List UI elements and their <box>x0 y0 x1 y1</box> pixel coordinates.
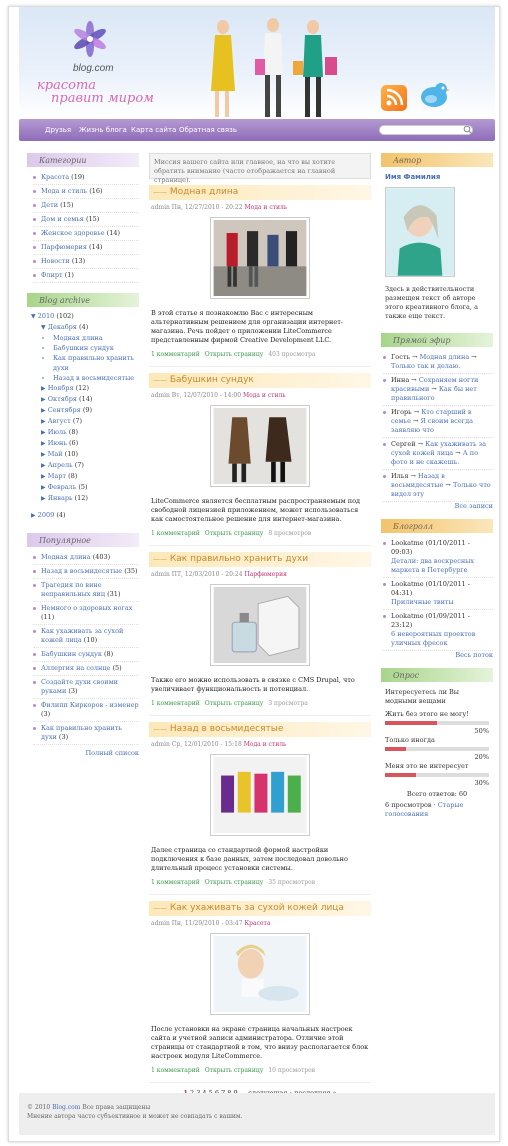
archive-month <box>41 427 139 438</box>
blogroll-title: Блогролл <box>381 519 493 533</box>
live-post-link[interactable]: Модная длина <box>419 353 470 361</box>
category-count: (13) <box>71 257 86 265</box>
popular-count: (10) <box>83 636 98 644</box>
archive-count: (6) <box>68 439 79 447</box>
archive-year <box>31 510 139 521</box>
title-dash-icon: —— <box>153 555 167 563</box>
arrow-icon: → <box>443 481 453 489</box>
live-author: Гость <box>391 353 410 361</box>
live-author: Сергей <box>391 440 416 448</box>
archive-month <box>41 493 139 504</box>
author-title: Автор <box>381 153 493 167</box>
open-page-link[interactable]: Открыть страницу <box>204 351 264 358</box>
live-item <box>383 351 493 374</box>
expand-right-icon[interactable]: ▶ <box>41 473 46 480</box>
popular-link[interactable]: Бабушкин сундук <box>41 650 102 658</box>
archive-count: (7) <box>72 417 83 425</box>
poll-bar-fill <box>385 747 406 751</box>
post-text: После установки на экране страница начальных настроек сайта и учетной записи администратора. Отличие этой страницы от стандартной в том, что внизу располагается блок настроек модуля LiteCommerce. <box>151 1025 369 1060</box>
post-title-link[interactable]: Назад в восьмидесятые <box>169 724 284 734</box>
category-item <box>33 241 139 255</box>
archive-count: (8) <box>68 428 78 436</box>
category-item <box>33 185 139 199</box>
expand-right-icon[interactable]: ▶ <box>41 440 46 447</box>
arrow-icon: → <box>409 376 419 384</box>
live-comment-link[interactable]: Как бы нет правильного <box>391 385 477 402</box>
mission-notice: Миссия вашего сайта или главное, на что вы хотите обратить внимание (часто отображается на главной странице). <box>149 153 371 179</box>
archive-post-link[interactable]: Назад в восьмидесятые <box>53 374 135 382</box>
live-author: Инна <box>391 376 410 384</box>
arrow-icon: → <box>408 472 419 480</box>
expand-right-icon[interactable]: ▶ <box>41 462 46 469</box>
archive-month-link[interactable]: Июль <box>47 428 67 436</box>
expand-down-icon[interactable]: ▼ <box>31 313 36 320</box>
left-sidebar <box>27 153 139 758</box>
category-item <box>33 269 139 283</box>
archive-post <box>53 353 139 373</box>
archive-year-link[interactable]: 2009 <box>37 511 55 519</box>
archive-month <box>41 405 139 416</box>
post-links <box>149 524 371 546</box>
post-text: Далее страница со стандартной формой настройки подключения к базе данных, затем последовал довольно длительный процесс установки системы. <box>151 846 348 872</box>
rss-icon[interactable] <box>381 85 407 111</box>
blogroll-item <box>383 537 493 578</box>
live-author: Игорь <box>391 408 412 416</box>
expand-right-icon[interactable]: ▶ <box>41 451 46 458</box>
post-links <box>149 345 371 367</box>
arrow-icon: → <box>410 417 421 425</box>
popular-item <box>33 648 139 662</box>
popular-link[interactable]: Немного о здоровых ногах <box>41 604 133 612</box>
category-link[interactable]: Парфюмерия <box>41 243 87 251</box>
footer-copyright: © 2010 <box>27 1104 51 1111</box>
archive-year-link[interactable]: 2010 <box>37 312 55 320</box>
popular-count: (35) <box>124 567 138 575</box>
category-link[interactable]: Флирт <box>41 271 63 279</box>
archive-count: (102) <box>56 312 74 320</box>
popular-item <box>33 625 139 648</box>
post-tag-link[interactable]: Мода и стиль <box>243 741 287 748</box>
expand-right-icon[interactable]: ▶ <box>41 407 46 414</box>
post-text: Также его можно использовать в связке с CMS Drupal, что увеличивает функциональность и потенциал. <box>151 676 355 693</box>
popular-item <box>33 565 139 579</box>
poll-percent: 30% <box>474 779 489 787</box>
views-count: 10 просмотров <box>268 1067 316 1074</box>
slogan-line-1: красота <box>37 78 97 93</box>
archive-month <box>41 471 139 482</box>
archive-month-link[interactable]: Февраль <box>47 483 77 491</box>
archive-month <box>41 438 139 449</box>
main-content <box>149 153 371 1097</box>
live-item <box>383 438 493 470</box>
categories-list <box>27 171 139 283</box>
category-count: (16) <box>89 187 103 195</box>
comments-link[interactable]: 1 комментарий <box>151 530 200 537</box>
popular-list <box>27 551 139 745</box>
category-count: (15) <box>60 201 74 209</box>
live-item <box>383 470 493 502</box>
categories-title: Категории <box>27 153 139 167</box>
poll-percent: 50% <box>474 727 489 735</box>
archive-count: (12) <box>75 384 89 392</box>
archive-month <box>41 482 139 493</box>
popular-count: (403) <box>92 553 111 561</box>
footer-note: Мнение автора часто субъективное и может не совпадать с вашим. <box>27 1113 243 1120</box>
post-title-bar <box>149 552 371 567</box>
archive-post-link[interactable]: Модная длина <box>53 334 103 342</box>
live-comment-link[interactable]: А по фото и не скажешь. <box>391 449 478 466</box>
post-meta <box>149 388 371 403</box>
live-author: Илья <box>391 472 409 480</box>
category-link[interactable]: Дом и семья <box>41 215 84 223</box>
live-comment-link[interactable]: Я своим всегда заявляю что <box>391 417 473 434</box>
archive-month-link[interactable]: Октября <box>47 395 77 403</box>
expand-right-icon[interactable]: ▶ <box>41 418 46 425</box>
blogroll-item <box>383 578 493 610</box>
archive-post <box>53 343 139 353</box>
popular-count: (3) <box>41 710 51 718</box>
author-name[interactable]: Имя Фамилия <box>385 173 441 181</box>
slogan <box>37 79 154 105</box>
live-comment-link[interactable]: Только что видел эту <box>391 481 491 498</box>
popular-link[interactable]: Создайте духи своими руками <box>41 678 118 695</box>
right-sidebar <box>381 153 493 821</box>
post-title-bar <box>149 722 371 737</box>
title-dash-icon: —— <box>153 904 167 912</box>
popular-link[interactable]: Трагедия по вине неправильных яиц <box>41 581 106 598</box>
blogroll-link[interactable]: 6 невероятных проектов уличных фресок <box>391 630 476 647</box>
post-meta <box>149 567 371 582</box>
live-list <box>381 351 493 502</box>
archive-month <box>41 322 139 383</box>
popular-link[interactable]: Аллергия на солнце <box>41 664 111 672</box>
flower-logo-icon <box>73 21 107 59</box>
popular-item <box>33 551 139 565</box>
popular-link[interactable]: Назад в восьмидесятые <box>41 567 123 575</box>
archive-count: (4) <box>56 511 66 519</box>
archive-count: (14) <box>79 395 93 403</box>
category-link[interactable]: Красота <box>41 173 70 181</box>
category-count: (14) <box>106 229 121 237</box>
expand-right-icon[interactable]: ▶ <box>41 396 46 403</box>
popular-item <box>33 699 139 722</box>
archive-post <box>53 373 139 383</box>
post-links <box>149 694 371 716</box>
comments-link[interactable]: 1 комментарий <box>151 351 200 358</box>
header <box>19 7 495 119</box>
poll-percent: 20% <box>474 753 489 761</box>
category-item <box>33 255 139 269</box>
poll-bar-fill <box>385 773 416 777</box>
category-count: (14) <box>89 243 103 251</box>
live-comment-link[interactable]: Только так и делаю. <box>391 362 461 370</box>
category-count: (19) <box>71 173 85 181</box>
open-page-link[interactable]: Открыть страницу <box>204 700 264 707</box>
post-tag-link[interactable]: Мода и стиль <box>244 204 288 211</box>
archive-post-link[interactable]: Бабушкин сундук <box>53 344 114 352</box>
comments-link[interactable]: 1 комментарий <box>151 879 200 886</box>
archive-count: (8) <box>68 472 78 480</box>
poll-bar <box>385 747 489 751</box>
post-image[interactable] <box>210 405 310 487</box>
poll-question: Интересуетесь ли Вы модными вещами <box>385 688 459 705</box>
poll: Интересуетесь ли Вы модными вещами Жить без этого не могу! 50% Только иногда 20% Меня это не интересует 30% Всего ответов: 60 6 просмотров · Старые голосования <box>385 688 489 818</box>
popular-count: (5) <box>112 664 122 672</box>
archive-month-link[interactable]: Апрель <box>47 461 73 469</box>
poll-option-label: Только иногда <box>385 736 435 744</box>
archive-month <box>41 394 139 405</box>
popular-link[interactable]: Как ухаживать за сухой кожей лица <box>41 627 124 644</box>
post-title-link[interactable]: Бабушкин сундук <box>169 375 254 385</box>
popular-count: (3) <box>58 733 69 741</box>
main-nav <box>19 119 495 141</box>
post-title-link[interactable]: Как правильно хранить духи <box>169 554 309 564</box>
expand-right-icon[interactable]: ▶ <box>31 512 36 519</box>
blogroll-source: Lookatme (01/10/2011 - 04:31) <box>391 580 470 597</box>
post <box>149 552 371 716</box>
arrow-icon: → <box>411 408 422 416</box>
popular-count: (31) <box>107 590 121 598</box>
poll-title: Опрос <box>381 668 493 682</box>
category-count: (15) <box>85 215 100 223</box>
archive-post <box>53 333 139 343</box>
category-item <box>33 213 139 227</box>
comments-link[interactable]: 1 комментарий <box>151 700 200 707</box>
arrow-icon: → <box>429 385 439 393</box>
category-link[interactable]: Новости <box>41 257 70 265</box>
footer-rights: Все права защищены <box>82 1104 151 1111</box>
post-links <box>149 873 371 895</box>
archive-count: (4) <box>79 323 89 331</box>
archive-count: (5) <box>78 483 88 491</box>
post-date: admin Вт, 12/07/2010 - 14:00 <box>151 392 242 399</box>
poll-bar <box>385 773 489 777</box>
poll-total: Всего ответов: 60 <box>406 790 468 798</box>
archive-month-link[interactable]: Март <box>47 472 66 480</box>
archive-year <box>31 311 139 504</box>
open-page-link[interactable]: Открыть страницу <box>204 1067 264 1074</box>
footer <box>19 1093 495 1135</box>
poll-bar-fill <box>385 721 437 725</box>
popular-title: Популярное <box>27 533 139 547</box>
archive-count: (12) <box>74 494 88 502</box>
archive-month-link[interactable]: Декабря <box>47 323 77 331</box>
post-image[interactable] <box>210 217 310 299</box>
post-title-link[interactable]: Модная длина <box>169 187 239 197</box>
category-link[interactable]: Мода и стиль <box>41 187 88 195</box>
arrow-icon: → <box>469 353 477 361</box>
popular-count: (8) <box>104 650 114 658</box>
post-date: admin ПТ, 12/03/2010 - 20:24 <box>151 571 243 578</box>
blogroll-list <box>381 537 493 651</box>
post <box>149 722 371 895</box>
post-text: В этой статье я познакомлю Вас с интересным альтернативным решением для организации интернет-магазина. Речь пойдет о приложении LiteCommerce представленным фирмой Creative Development LLC. <box>151 309 343 344</box>
archive-month <box>41 449 139 460</box>
post-title-bar <box>149 185 371 200</box>
arrow-icon: → <box>453 449 463 457</box>
blogroll-source: Lookatme (01/09/2011 - 23:12) <box>391 612 470 629</box>
archive-title: Blog archive <box>27 293 139 307</box>
popular-item <box>33 662 139 676</box>
search-input[interactable] <box>379 125 473 135</box>
arrow-icon: → <box>410 353 420 361</box>
nav-blog-life[interactable]: Жизнь блога <box>79 126 127 134</box>
post-tag-link[interactable]: Мода и стиль <box>242 392 286 399</box>
title-dash-icon: —— <box>153 376 167 384</box>
popular-count: (11) <box>41 613 55 621</box>
archive-month <box>41 416 139 427</box>
live-all-link[interactable]: Все записи <box>454 502 493 510</box>
open-page-link[interactable]: Открыть страницу <box>204 530 264 537</box>
logo-text[interactable]: blog.com <box>73 63 114 74</box>
archive-tree <box>27 311 139 521</box>
footer-site-link[interactable]: Blog.com <box>52 1104 81 1111</box>
poll-archive-link[interactable]: Старые голосования <box>385 801 464 818</box>
post-tag-link[interactable]: Парфюмерия <box>244 571 287 578</box>
archive-month <box>41 460 139 471</box>
nav-sitemap[interactable]: Карта сайта <box>131 126 177 134</box>
post-title-bar <box>149 373 371 388</box>
post-meta <box>149 200 371 215</box>
live-title: Прямой эфир <box>381 333 493 347</box>
post-title-link[interactable]: Как ухаживать за сухой кожей лица <box>169 903 344 913</box>
blogroll-all-link[interactable]: Весь поток <box>455 651 493 659</box>
post <box>149 185 371 367</box>
post-meta <box>149 737 371 752</box>
post-text: LiteCommerce является бесплатным распространяемым под свободной лицензией приложением, может использоваться как самостоятельное решение для интернет-магазина. <box>151 497 361 523</box>
archive-month-link[interactable]: Ноября <box>47 384 74 392</box>
live-item <box>383 406 493 438</box>
twitter-bird-icon[interactable] <box>417 77 451 111</box>
archive-month-link[interactable]: Июнь <box>47 439 67 447</box>
post-date: admin Ср, 12/01/2010 - 15:18 <box>151 741 242 748</box>
views-count: 8 просмотров <box>268 530 312 537</box>
popular-item <box>33 579 139 602</box>
expand-down-icon[interactable]: ▼ <box>41 324 46 331</box>
live-post-link[interactable]: Кто старший в семье <box>391 408 472 425</box>
category-count: (1) <box>64 271 74 279</box>
poll-option-label: Меня это не интересует <box>385 762 469 770</box>
poll-bar <box>385 721 489 725</box>
blogroll-item <box>383 610 493 651</box>
poll-option-label: Жить без этого не могу! <box>385 710 469 718</box>
blogroll-link[interactable]: Детали: два воскресных маркета в Петербурге <box>391 557 475 574</box>
nav-contact[interactable]: Обратная связь <box>179 126 237 134</box>
popular-full-list-link[interactable]: Полный список <box>85 749 139 757</box>
popular-item <box>33 602 139 625</box>
category-item <box>33 171 139 185</box>
popular-link[interactable]: Модная длина <box>41 553 91 561</box>
arrow-icon: → <box>415 440 426 448</box>
post-meta <box>149 916 371 931</box>
blogroll-source: Lookatme (01/10/2011 - 09:03) <box>391 539 470 556</box>
comments-link[interactable]: 1 комментарий <box>151 1067 200 1074</box>
title-dash-icon: —— <box>153 725 167 733</box>
title-dash-icon: —— <box>153 188 167 196</box>
archive-month-link[interactable]: Май <box>47 450 63 458</box>
blogroll-link[interactable]: Приличные твиты <box>391 598 454 606</box>
expand-right-icon[interactable]: ▶ <box>41 495 46 502</box>
archive-month <box>41 383 139 394</box>
nav-friends[interactable]: Друзья <box>45 126 72 134</box>
category-link[interactable]: Дети <box>41 201 59 209</box>
archive-count: (10) <box>64 450 78 458</box>
archive-post-link[interactable]: Как правильно хранить духи <box>53 354 134 372</box>
archive-count: (9) <box>82 406 93 414</box>
category-item <box>33 199 139 213</box>
views-count: 3 просмотра <box>268 700 308 707</box>
header-girls-image <box>201 13 351 119</box>
archive-month-link[interactable]: Январь <box>47 494 73 502</box>
page <box>8 6 500 1142</box>
live-post-link[interactable]: Назад в восьмидесятые <box>391 472 445 489</box>
popular-item <box>33 722 139 745</box>
post-image[interactable] <box>210 933 310 1015</box>
post <box>149 901 371 1083</box>
post-title-bar <box>149 901 371 916</box>
category-link[interactable]: Женское здоровье <box>41 229 105 237</box>
live-post-link[interactable]: Сохраняем ногти красивыми <box>391 376 479 393</box>
expand-right-icon[interactable]: ▶ <box>41 385 46 392</box>
author-photo <box>385 187 455 277</box>
popular-link[interactable]: Как правильно хранить духи <box>41 724 122 741</box>
popular-item <box>33 676 139 699</box>
archive-month-link[interactable]: Август <box>47 417 71 425</box>
open-page-link[interactable]: Открыть страницу <box>204 879 264 886</box>
live-post-link[interactable]: Как ухаживать за сухой кожей лица <box>391 440 487 457</box>
post-tag-link[interactable]: Красота <box>244 920 271 927</box>
expand-right-icon[interactable]: ▶ <box>41 484 46 491</box>
expand-right-icon[interactable]: ▶ <box>41 429 46 436</box>
popular-link[interactable]: Филипп Киркоров - изменер <box>41 701 139 709</box>
archive-month-link[interactable]: Сентября <box>47 406 81 414</box>
views-count: 403 просмотра <box>268 351 316 358</box>
views-count: 35 просмотров <box>268 879 316 886</box>
post-date: admin Пн, 11/29/2010 - 03:47 <box>151 920 243 927</box>
archive-count: (7) <box>74 461 84 469</box>
post-links <box>149 1061 371 1083</box>
category-item <box>33 227 139 241</box>
post-image[interactable] <box>210 584 310 666</box>
search-icon[interactable] <box>463 125 473 135</box>
post-date: admin Пн, 12/27/2010 - 20:22 <box>151 204 243 211</box>
post-image[interactable] <box>210 754 310 836</box>
slogan-line-2: правит миром <box>51 91 154 106</box>
author-text: Здесь в действительности размещен текст об авторе этого креативного блога, а также еще текст. <box>385 285 478 320</box>
live-item <box>383 374 493 406</box>
poll-views: 6 просмотров <box>385 801 432 809</box>
popular-count: (3) <box>68 687 78 695</box>
post <box>149 373 371 546</box>
